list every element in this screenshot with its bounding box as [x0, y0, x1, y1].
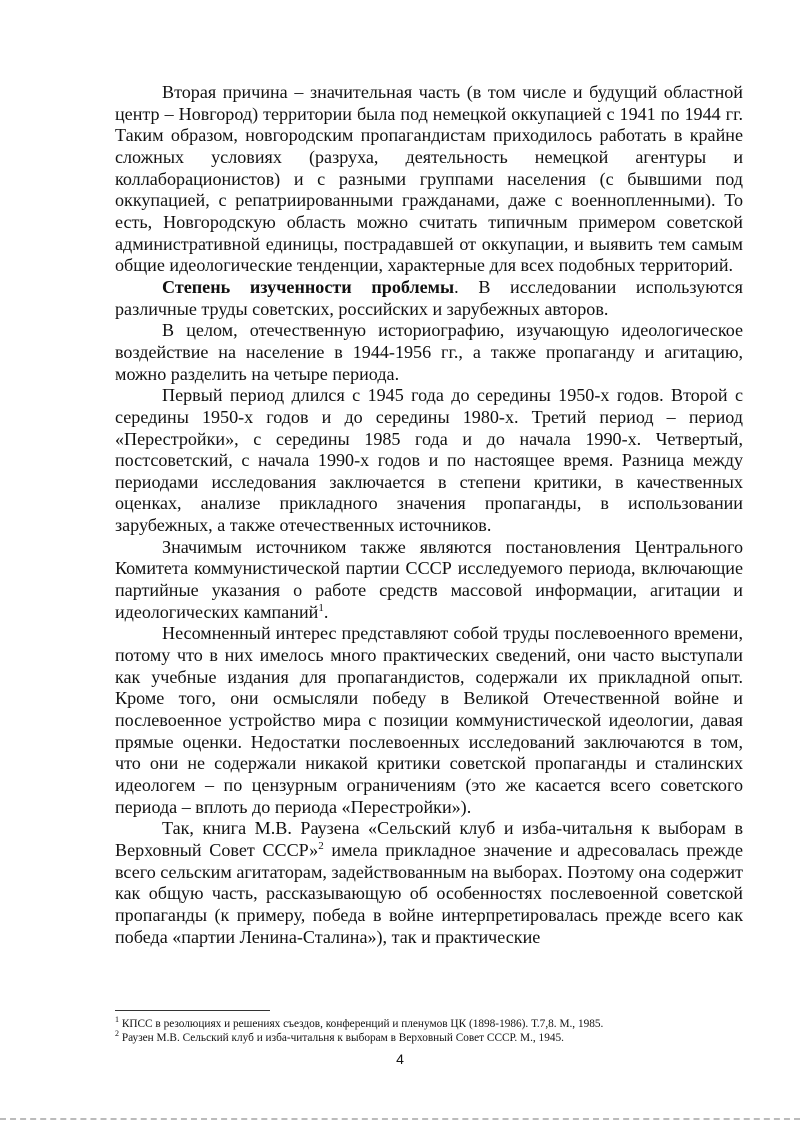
footnotes: [115, 1017, 743, 1045]
paragraph: Так, книга М.В. Раузена «Сельский клуб и изба-читальня к выборам в Верховный Совет СССР»$^2$ имела прикладное значение и адресовалась прежде всего сельским агитаторам, задействованным на выборах. Поэтому она содержит как общую часть, рассказывающую об особенностях послевоенной советской пропаганды (к примеру, победа в войне интерпретировалась прежде всего как победа «партии Ленина-Сталина»), так и практические: [115, 818, 744, 947]
footnote: $^2$ Раузен М.В. Сельский клуб и изба-читальня к выборам в Верховный Совет СССР. М., 1945.: [115, 1029, 564, 1044]
paragraph: Вторая причина – значительная часть (в том числе и будущий областной центр – Новгород) территории была под немецкой оккупацией с 1941 по 1944 гг. Таким образом, новгородским пропагандистам приходилось работать в крайне сложных условиях (разруха, деятельность немецкой агентуры и коллаборационистов) и с разными группами населения (с бывшими под оккупацией, с репатриированными гражданами, даже с военнопленными). То есть, Новгородскую область можно считать типичным примером советской административной единицы, пострадавшей от оккупации, и выявить тем самым общие идеологические тенденции, характерные для всех подобных территорий.: [115, 82, 743, 276]
footnote-reference[interactable]: 2: [318, 839, 324, 852]
paragraph: Степень изученности проблемы. В исследовании используются различные труды советских, российских и зарубежных авторов.: [115, 276, 743, 319]
paragraph: Первый период длился с 1945 года до середины 1950-х годов. Второй с середины 1950-х годов и до середины 1980-х. Третий период – период «Перестройки», с середины 1985 года и до начала 1990-х. Четвертый, постсоветский, с начала 1990-х годов и по настоящее время. Разница между периодами исследования заключается в степени критики, в качественных оценках, анализе прикладного значения пропаганды, в использовании зарубежных, а также отечественных источников.: [115, 385, 743, 536]
paragraph: В целом, отечественную историографию, изучающую идеологическое воздействие на население в 1944-1956 гг., а также пропаганду и агитацию, можно разделить на четыре периода.: [115, 320, 743, 384]
body-text: [115, 82, 743, 948]
page-number: 4: [396, 1051, 404, 1067]
paragraph: Значимым источником также являются постановления Центрального Комитета коммунистической партии СССР исследуемого периода, включающие партийные указания о работе средств массовой информации, агитации и идеологических кампаний$^1$.: [115, 536, 743, 622]
footnote-number: 2: [115, 1029, 119, 1039]
footnote-separator: [115, 1010, 270, 1011]
paragraph: Несомненный интерес представляют собой труды послевоенного времени, потому что в них имелось много практических сведений, они часто выступали как учебные издания для пропагандистов, содержали их прикладной опыт. Кроме того, они осмысляли победу в Великой Отечественной войне и послевоенное устройство мира с позиции коммунистической идеологии, давая прямые оценки. Недостатки послевоенных исследований заключаются в том, что они не содержали никакой критики советской пропаганды и сталинских идеологем – по цензурным ограничениям (это же касается всего советского периода – вплоть до периода «Перестройки»).: [115, 623, 743, 817]
scan-edge: [0, 1118, 800, 1120]
footnote-reference[interactable]: 1: [318, 601, 324, 614]
footnote-number: 1: [115, 1015, 119, 1025]
footnote: $^1$ КПСС в резолюциях и решениях съездов, конференций и пленумов ЦК (1898-1986). Т.7,8. М., 1985.: [115, 1015, 604, 1030]
bold-heading: Степень изученности проблемы: [162, 276, 455, 297]
